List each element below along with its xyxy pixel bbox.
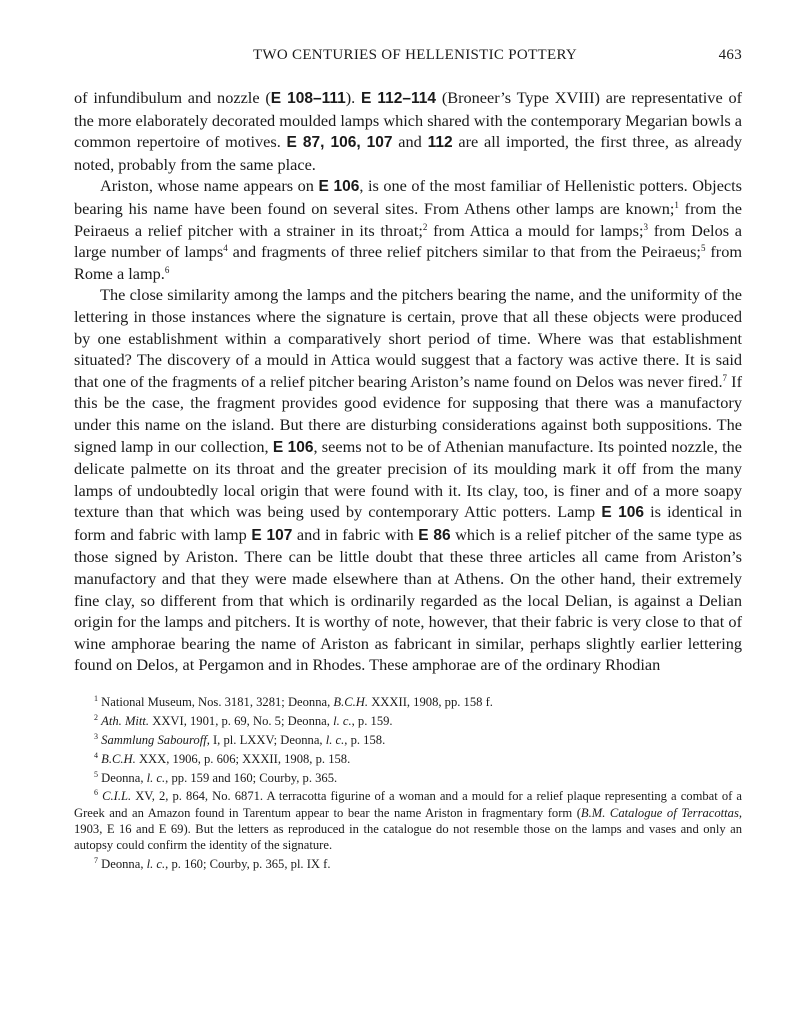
text-run: , pp. 159 and 160; Courby, p. 365. [165, 770, 338, 785]
footnote-ref: 1 [674, 199, 679, 210]
page [74, 47, 742, 875]
text-run: and [392, 132, 428, 152]
catalogue-ref: E 106 [318, 178, 360, 196]
italic-run: l. c. [146, 856, 166, 871]
text-run: which is a relief pitcher of the same type as those signed by Ariston. There can be little doubt that these three articles all came from Ariston’s manufactory and that they were made elsewhere than at Athens. On the other hand, their extremely fine clay, so different from that which is ordinarily regarded as the local Delian, is against a Delian origin for the lamps and pitchers. It is worthy of note, however, that their fabric is very close to that of wine amphorae bearing the name of Ariston as fabricant in similar, perhaps slightly earlier lettering found on Delos, at Pergamon and in Rhodes. These amphorae are of the ordinary Rhodian [74, 524, 743, 675]
catalogue-ref: 112 [427, 134, 453, 152]
footnote-number: 6 [94, 788, 98, 798]
catalogue-ref: E 87, 106, 107 [286, 134, 393, 152]
footnote-number: 1 [94, 694, 98, 704]
text-run: , p. 159. [351, 713, 393, 728]
running-header [74, 47, 742, 73]
footnote-number: 4 [94, 750, 98, 760]
text-run: , seems not to be of Athenian manufacture. Its pointed nozzle, the delicate palmette on its throat and the greater precision of its moulding mark it off from the many lamps of undoubtedly local origin that were found with it. Its clay, too, is finer and of a more soapy texture than that which was being used by contemporary Attic potters. Lamp [74, 436, 743, 522]
text-run: 1903, E 16 and E 69). But the letters as reproduced in the catalogue do not resemble those on the lamps and vases and only an autopsy could confirm the identity of the signature. [74, 821, 742, 853]
footnote-ref: 3 [643, 221, 648, 232]
catalogue-ref: E 106 [272, 438, 314, 456]
text-run: from Rome a lamp. [74, 242, 743, 283]
footnote-1 [74, 694, 742, 710]
running-title: TWO CENTURIES OF HELLENISTIC POTTERY [252, 47, 578, 63]
italic-run: l. c. [333, 713, 352, 728]
text-run: from the Peiraeus a relief pitcher with a strainer in its throat; [74, 198, 743, 240]
body-text [74, 87, 742, 676]
text-run: National Museum, Nos. 3181, 3281; Deonna, [101, 695, 334, 710]
footnote-ref: 2 [422, 221, 428, 232]
footnote-ref: 6 [164, 264, 170, 275]
italic-run: Sammlung Sabouroff, [101, 732, 210, 747]
text-run: (Broneer’s Type XVIII) are representative of the more elaborately decorated moulded lamps which shared with the contemporary Megarian bowls a common repertoire of motives. [74, 88, 743, 152]
text-run: Deonna, [101, 770, 147, 785]
text-run: Ariston, whose name appears on [100, 176, 319, 196]
paragraph-2 [74, 175, 742, 284]
footnote-number: 7 [94, 855, 98, 865]
footnote-2 [74, 713, 742, 729]
footnote-ref: 5 [700, 243, 706, 254]
text-run: The close similarity among the lamps and the pitchers bearing the name, and the uniformity of the lettering in those instances where the signature is certain, prove that all these objects were produced by one establishment within a comparatively short period of time. Where was that establishment situated? The discovery of a mould in Attica would suggest that a factory was active there. It is said that one of the fragments of a relief pitcher bearing Ariston’s name found on Delos was never fired. [74, 285, 742, 391]
footnote-7 [74, 856, 742, 872]
catalogue-ref: E 108–111 [270, 90, 346, 107]
catalogue-ref: E 107 [251, 526, 293, 544]
catalogue-ref: E 86 [418, 526, 451, 544]
text-run: , p. 160; Courby, p. 365, pl. IX f. [165, 856, 331, 871]
text-run: I, pl. LXXV; Deonna, [209, 732, 326, 747]
italic-run: B.M. Catalogue of Terracottas, [580, 805, 742, 820]
text-run: and in fabric with [292, 524, 419, 544]
italic-run: l. c. [146, 770, 166, 785]
footnote-number: 3 [94, 731, 98, 741]
footnote-number: 2 [94, 712, 98, 722]
text-run: Deonna, [101, 856, 147, 871]
catalogue-ref: E 106 [601, 504, 644, 522]
italic-run: Ath. Mitt. [101, 713, 150, 728]
paragraph-1 [74, 87, 742, 175]
text-run: and fragments of three relief pitchers similar to that from the Peiraeus; [227, 242, 701, 262]
footnote-ref: 7 [722, 372, 728, 383]
text-run: , p. 158. [344, 732, 386, 747]
italic-run: B.C.H. [101, 751, 136, 766]
text-run: XXX, 1906, p. 606; XXXII, 1908, p. 158. [135, 751, 351, 766]
footnote-4 [74, 751, 742, 767]
italic-run: l. c. [325, 732, 345, 747]
text-run: from Attica a mould for lamps; [427, 220, 644, 240]
catalogue-ref: E 112–114 [361, 90, 437, 107]
text-run: , is one of the most familiar of Hellenistic potters. Objects bearing his name have been found on several sites. From Athens other lamps are known; [74, 176, 743, 218]
text-run: XXXII, 1908, pp. 158 f. [368, 695, 493, 710]
footnotes [74, 694, 742, 872]
text-run: of infundibulum and nozzle ( [74, 88, 271, 107]
text-run: from Delos a large number of lamps [74, 220, 742, 262]
footnote-ref: 4 [223, 243, 228, 254]
text-run: are all imported, the first three, as already noted, probably from the same place. [74, 132, 742, 174]
text-run: If this be the case, the fragment provides good evidence for supposing that there was a manufactory under this name on the island. But there are disturbing considerations against both suppositions. The signed lamp in our collection, [74, 371, 742, 456]
page-number: 463 [718, 47, 742, 63]
text-run: XXVI, 1901, p. 69, No. 5; Deonna, [149, 713, 334, 728]
footnote-5 [74, 770, 742, 786]
footnote-3 [74, 732, 742, 748]
footnote-6 [74, 788, 742, 853]
italic-run: B.C.H. [333, 695, 369, 710]
paragraph-3 [74, 284, 742, 676]
footnote-number: 5 [94, 769, 98, 779]
text-run: XV, 2, p. 864, No. 6871. A terracotta figurine of a woman and a mould for a relief plaque representing a combat of a Greek and an Amazon found in Tarentum appear to bear the name Ariston in fragmentary form ( [74, 789, 742, 820]
text-run: ). [345, 88, 362, 107]
text-run: is identical in form and fabric with lamp [74, 502, 742, 544]
italic-run: C.I.L. [102, 789, 132, 804]
